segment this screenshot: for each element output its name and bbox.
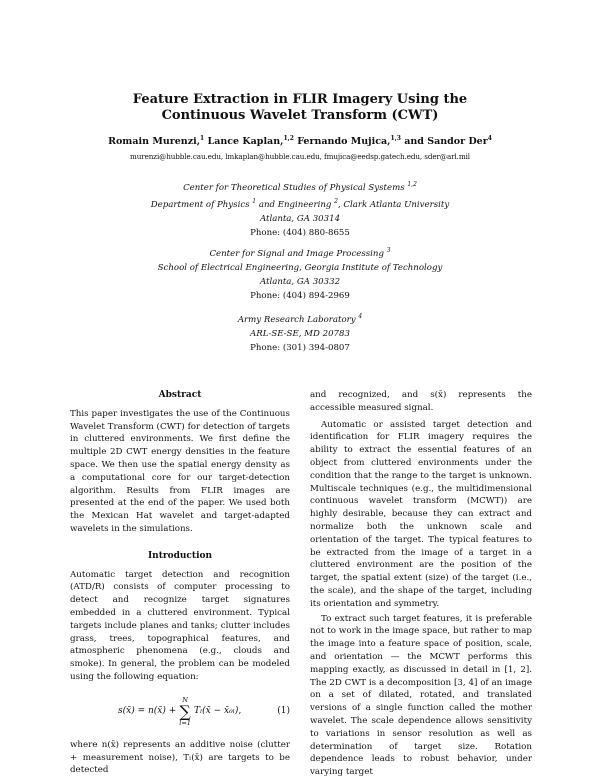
affiliation-block-2 (0, 244, 600, 303)
equation-number: (1) (277, 705, 290, 716)
author-emails: murenzi@hubble.cau.edu, lmkaplan@hubble.cau.edu, fmujica@eedsp.gatech.edu, sder@arl.mil (130, 152, 470, 161)
right-column (310, 389, 532, 779)
affiliation-block-3 (0, 310, 600, 355)
author-affil-mark: 4 (487, 135, 492, 142)
author-affil-mark: 1,3 (390, 135, 401, 142)
affiliation-phone: Phone: (301) 394-0807 (250, 342, 350, 353)
affiliation-dept: Department of Physics (150, 199, 250, 210)
affiliation-center: Army Research Laboratory (237, 314, 356, 325)
body-paragraph: Automatic or assisted target detection and identification for FLIR imagery requires the ability to extract the essential features of an object from cluttered environments under the condition that the range to the target is unknown. Multiscale techniques (e.g., the multidimensional continuous wavelet transform (MCWT)) are highly desirable, because they can extract and normalize both the unknown scale and orientation of the target. The typical features to be extracted from the image of a target in a cluttered environment are the position of the target, the spatial extent (size) of the target (i.e., the scale), and the shape of the target, including its orientation and symmetry. (310, 419, 532, 609)
summation-upper-limit: N (182, 695, 188, 704)
body-paragraph: To extract such target features, it is preferable not to work in the image space, but rather to map the image into a feature space of position, scale, and orientation — the MCWT performs this mapping exactly, as discussed in detail in [1, 2]. The 2D CWT is a decomposition [3, 4] of an image on a set of dilated, rotated, and translated versions of a single function called the mother wavelet. The scale dependence allows sensitivity to variations in sensor resolution as well as determination of target size. Rotation dependence leads to robust behavior, under varying target (310, 613, 532, 778)
affiliation-city: Atlanta, GA 30314 (259, 213, 341, 224)
affiliation-center: Center for Signal and Image Processing (209, 248, 384, 259)
left-column (70, 389, 290, 777)
affiliation-mark: 1,2 (407, 181, 417, 188)
summation-symbol (179, 696, 191, 727)
abstract-heading: Abstract (158, 390, 202, 400)
equation-rhs: Tₗ(x̄ − x̄₀ₗ), (193, 705, 242, 716)
author-name: and Sandor Der (404, 136, 488, 148)
affiliation-phone: Phone: (404) 894-2969 (250, 290, 350, 301)
intro-paragraph: where n(x̄) represents an additive noise (clutter + measurement noise), Tₗ(x̄) are targets to be detected (70, 739, 290, 776)
affiliation-unit: ARL-SE-SE, MD 20783 (250, 328, 350, 339)
affiliation-mark: 2 (334, 197, 338, 205)
body-paragraph: and recognized, and s(x̄) represents the accessible measured signal. (310, 390, 532, 413)
author-affil-mark: 1,2 (283, 135, 294, 142)
intro-paragraph: Automatic target detection and recognition (ATD/R) consists of computer processing to detect and recognize target signatures embedded in a cluttered environment. Typical targets include planes and tanks; clutter includes grass, trees, topographical features, and atmospheric phenomena (e.g., clouds and smoke). In general, the problem can be modeled using the following equation: (70, 569, 290, 682)
affiliation-mark: 3 (386, 247, 391, 254)
author-list (0, 135, 600, 147)
author-name: Fernando Mujica, (297, 136, 391, 148)
affiliation-block-1 (0, 178, 600, 240)
affiliation-phone: Phone: (404) 880-8655 (250, 227, 350, 238)
author-name: Romain Murenzi, (108, 136, 201, 148)
affiliation-city: Atlanta, GA 30332 (259, 276, 341, 287)
affiliation-school: School of Electrical Engineering, Georgia Institute of Technology (157, 262, 443, 273)
title-line-2: Continuous Wavelet Transform (CWT) (161, 108, 439, 123)
summation-lower-limit: l=1 (179, 718, 191, 727)
author-name: Lance Kaplan, (207, 136, 284, 148)
equation-1 (70, 696, 290, 727)
affiliation-university: , Clark Atlanta University (337, 199, 450, 210)
affiliation-dept: and Engineering (258, 199, 332, 210)
sigma-icon: ∑ (179, 701, 191, 721)
abstract-text: This paper investigates the use of the Continuous Wavelet Transform (CWT) for detection of targets in cluttered environments. We first define the multiple 2D CWT energy densities in the feature space. We then use the spatial energy density as a computational core for our target-detection algorithm. Results from FLIR images are presented at the end of the paper. We used both the Mexican Hat wavelet and target-adapted wavelets in the simulations. (70, 408, 290, 534)
author-affil-mark: 1 (200, 135, 205, 142)
introduction-heading: Introduction (147, 550, 213, 561)
title-line-1: Feature Extraction in FLIR Imagery Using the (132, 92, 468, 107)
affiliation-mark: 1 (252, 197, 257, 205)
equation-formula (118, 696, 241, 727)
affiliation-mark: 4 (358, 313, 363, 320)
equation-lhs: s(x̄) = n(x̄) + (118, 705, 177, 716)
affiliation-center: Center for Theoretical Studies of Physical Systems (183, 182, 405, 193)
paper-title (0, 92, 600, 124)
